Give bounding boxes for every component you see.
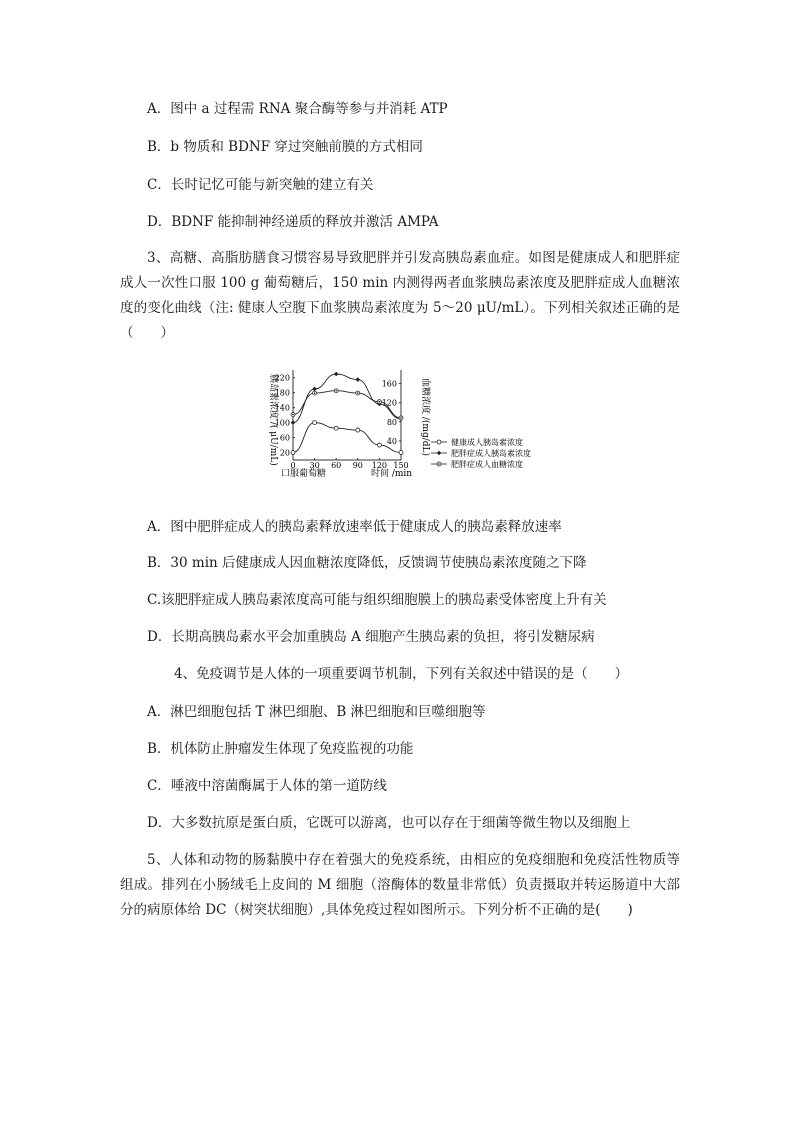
q3-option-b: B．30 min 后健康成人因血糖浓度降低，反馈调节使胰岛素浓度随之下降 xyxy=(147,555,587,571)
x-origin-label: 口服葡萄糖 xyxy=(281,469,327,479)
data-point xyxy=(437,440,441,444)
q5-stem: 5、人体和动物的肠黏膜中存在着强大的免疫系统，由相应的免疫细胞和免疫活性物质等组成。排列在小肠绒毛上皮间的 M 细胞（溶酶体的数量非常低）负责摄取并转运肠道中大部分的病原体给 DC（树突状细胞）,具体免疫过程如图所示。下列分析不正确的是( ) xyxy=(120,852,680,918)
data-point xyxy=(334,372,339,377)
x-tick-label: 150 xyxy=(393,461,409,470)
y-right-tick-label: 160 xyxy=(381,379,397,389)
data-point xyxy=(356,428,360,432)
data-point-dot xyxy=(314,392,316,394)
x-tick-label: 120 xyxy=(371,461,388,470)
q3-option-c: C.该肥胖症成人胰岛素浓度高可能与组织细胞膜上的胰岛素受体密度上升有关 xyxy=(147,592,607,608)
data-point xyxy=(334,426,338,430)
y-right-tick-label: 80 xyxy=(386,417,397,427)
data-point xyxy=(291,420,296,425)
q3-stem: 3、高糖、高脂肪膳食习惯容易导致肥胖并引发高胰岛素血症。如图是健康成人和肥胖症成人一次性口服 100 g 葡萄糖后，150 min 内测得两者血浆胰岛素浓度及肥胖症成人血糖浓度的变化曲线（注: 健康人空腹下血浆胰岛素浓度为 5～20 μU/mL）。下列相关叙述正确的是（ ） xyxy=(120,250,680,341)
chart-svg xyxy=(255,366,555,486)
q4-option-b: B．机体防止肿瘤发生体现了免疫监视的功能 xyxy=(147,741,414,757)
data-point-dot xyxy=(357,392,359,394)
x-tick-label: 0 xyxy=(290,461,296,470)
q2-option-d: D．BDNF 能抑制神经递质的释放并激活 AMPA xyxy=(147,214,439,230)
data-point xyxy=(291,451,295,455)
q2-option-a: A．图中 a 过程需 RNA 聚合酶等参与并消耗 ATP xyxy=(147,101,448,117)
data-point xyxy=(313,421,317,425)
data-point-dot xyxy=(335,390,337,392)
chart-legend xyxy=(431,437,531,469)
data-point xyxy=(437,451,442,456)
y-left-tick-label: 140 xyxy=(274,403,290,413)
y-left-label: 胰岛素浓度 /( μU/mL) xyxy=(268,374,278,466)
series-line-1 xyxy=(293,423,401,453)
x-tick-label: 30 xyxy=(309,461,320,470)
data-point xyxy=(356,377,361,382)
y-right-label: 血糖浓度 /(mg/dL) xyxy=(420,378,430,456)
q2-option-b: B．b 物质和 BDNF 穿过突触前膜的方式相同 xyxy=(147,139,423,155)
q4-option-a: A．淋巴细胞包括 T 淋巴细胞、B 淋巴细胞和巨噬细胞等 xyxy=(147,704,486,720)
q2-option-c: C．长时记忆可能与新突触的建立有关 xyxy=(147,177,374,193)
y-left-tick-label: 60 xyxy=(279,433,290,443)
data-point-dot xyxy=(400,417,402,419)
y-right-tick-label: 40 xyxy=(386,436,397,446)
y-left-tick-label: 100 xyxy=(274,418,290,428)
x-tick-label: 60 xyxy=(331,461,342,470)
legend-label: 健康成人胰岛素浓度 xyxy=(451,438,523,447)
q4-stem: 4、免疫调节是人体的一项重要调节机制，下列有关叙述中错误的是（ ） xyxy=(174,666,629,682)
q4-option-c: C．唾液中溶菌酶属于人体的第一道防线 xyxy=(147,778,387,794)
q4-option-d: D．大多数抗原是蛋白质，它既可以游离，也可以存在于细菌等微生物以及细胞上 xyxy=(147,815,631,831)
y-left-tick-label: 220 xyxy=(274,373,290,383)
data-point xyxy=(377,443,381,447)
data-point-dot xyxy=(438,463,440,465)
x-tick-label: 90 xyxy=(352,461,363,470)
y-left-tick-label: 20 xyxy=(279,448,290,458)
data-point-dot xyxy=(292,414,294,416)
x-axis-label: 时间 /min xyxy=(371,469,413,479)
legend-label: 肥胖症成人血糖浓度 xyxy=(451,460,523,469)
q3-option-a: A．图中肥胖症成人的胰岛素释放速率低于健康成人的胰岛素释放速率 xyxy=(147,519,562,535)
data-point xyxy=(399,451,403,455)
data-point xyxy=(312,387,317,392)
data-point-dot xyxy=(379,401,381,403)
y-left-tick-label: 180 xyxy=(274,388,290,398)
legend-label: 肥胖症成人胰岛素浓度 xyxy=(451,449,531,458)
insulin-glucose-chart xyxy=(255,366,555,486)
q3-option-d: D．长期高胰岛素水平会加重胰岛 A 细胞产生胰岛素的负担，将引发糖尿病 xyxy=(147,629,595,645)
y-right-tick-label: 120 xyxy=(381,398,397,408)
